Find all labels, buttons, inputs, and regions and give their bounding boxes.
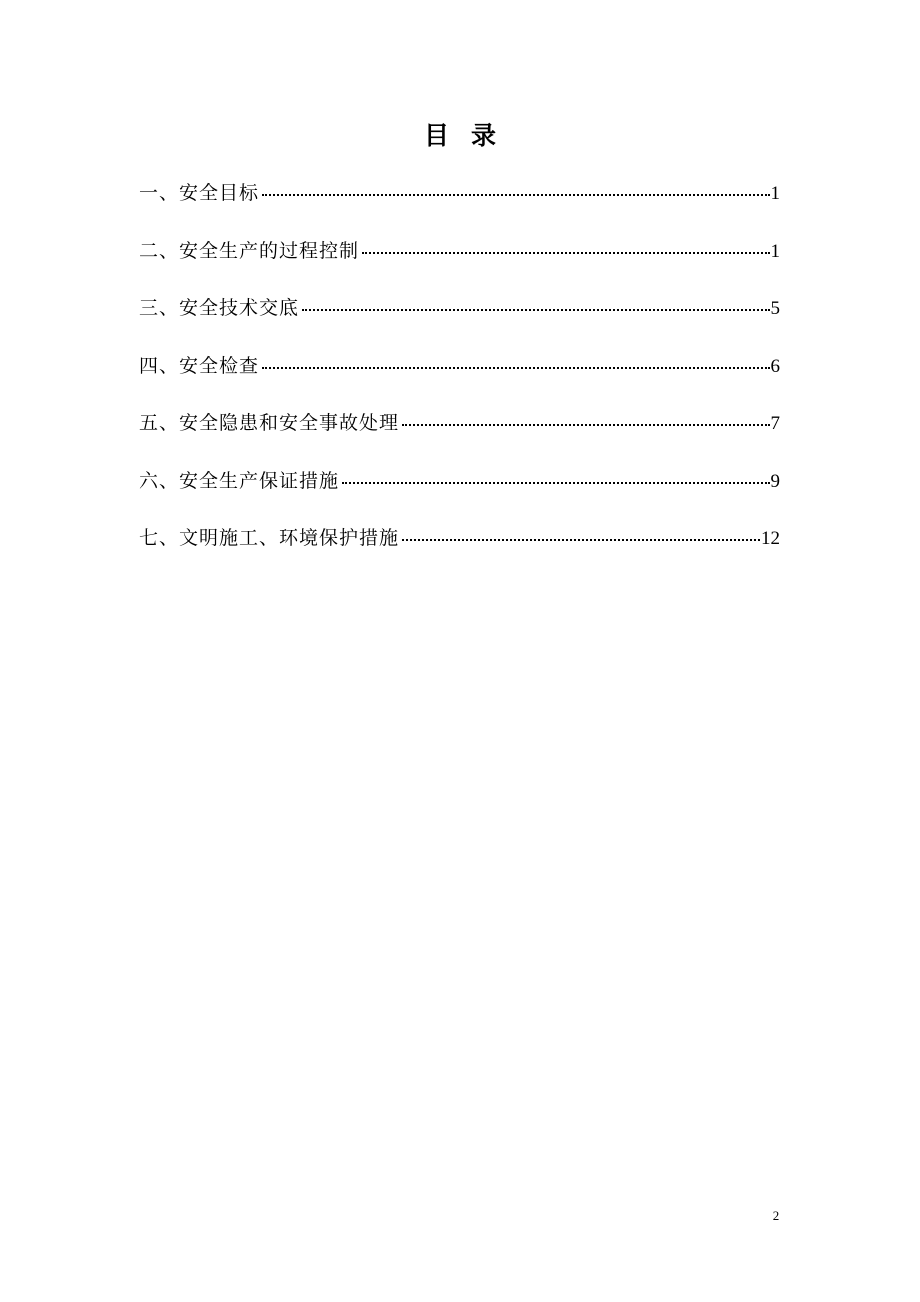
toc-dot-leader (302, 294, 769, 314)
toc-entry-label: 一、安全目标 (139, 182, 260, 204)
toc-entry[interactable] (139, 235, 780, 293)
toc-entry-page: 1 (770, 183, 780, 204)
toc-dot-leader (402, 524, 760, 544)
toc-entry[interactable] (139, 522, 780, 580)
toc-entry-page: 6 (770, 355, 780, 377)
toc-list (139, 177, 780, 580)
toc-entry-label: 四、安全检查 (139, 354, 260, 377)
page-number: 2 (772, 1208, 780, 1223)
toc-entry[interactable] (139, 177, 780, 235)
toc-dot-leader (342, 467, 769, 487)
toc-entry-label: 三、安全技术交底 (139, 297, 300, 319)
toc-dot-leader (402, 409, 769, 429)
toc-dot-leader (262, 179, 769, 199)
toc-entry-page: 7 (770, 413, 780, 434)
toc-entry[interactable] (139, 292, 780, 350)
toc-dot-leader (362, 237, 769, 257)
toc-title: 目录 (423, 121, 518, 150)
toc-entry-label: 六、安全生产保证措施 (139, 469, 340, 492)
toc-entry-page: 1 (770, 240, 780, 262)
toc-dot-leader (262, 352, 769, 372)
toc-entry-label: 二、安全生产的过程控制 (139, 239, 360, 262)
toc-entry-label: 七、文明施工、环境保护措施 (139, 527, 400, 549)
toc-entry-page: 12 (761, 528, 780, 549)
toc-entry-page: 5 (770, 298, 780, 319)
toc-entry-page: 9 (770, 470, 780, 492)
toc-entry[interactable] (139, 465, 780, 523)
toc-entry[interactable] (139, 350, 780, 408)
toc-entry[interactable] (139, 407, 780, 465)
toc-entry-label: 五、安全隐患和安全事故处理 (139, 412, 400, 434)
